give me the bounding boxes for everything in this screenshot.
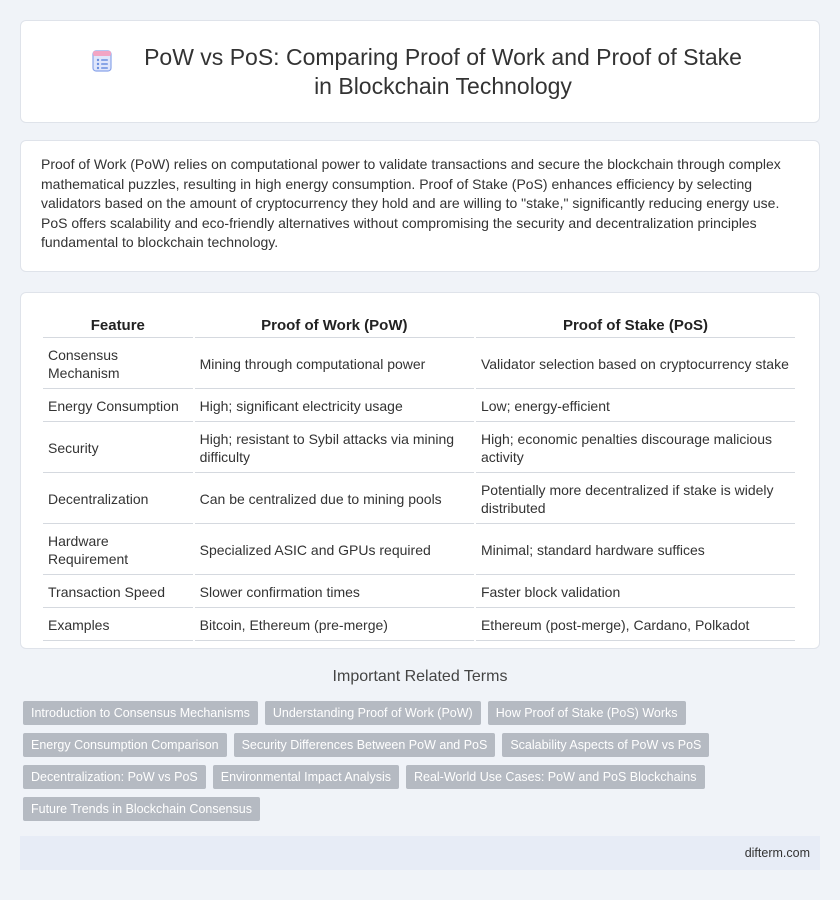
table-cell-feature: Transaction Speed <box>43 577 193 608</box>
table-cell-pow: Bitcoin, Ethereum (pre-merge) <box>195 610 474 641</box>
table-cell-pos: Validator selection based on cryptocurrency stake <box>476 340 795 389</box>
intro-card <box>20 140 820 272</box>
table-cell-pow: Slower confirmation times <box>195 577 474 608</box>
intro-text: Proof of Work (PoW) relies on computational power to validate transactions and secure the blockchain through complex mathematical puzzles, resulting in high energy consumption. Proof of Stake (PoS) enhances efficiency by selecting validators based on the amount of cryptocurrency they hold and are willing to "stake," significantly reducing energy use. PoS offers scalability and eco-friendly alternatives without compromising the security and decentralization principles fundamental to blockchain technology. <box>41 156 781 251</box>
footer-site-link[interactable]: difterm.com <box>744 846 810 860</box>
table-cell-pos: High; economic penalties discourage malicious activity <box>476 424 795 473</box>
table-row <box>43 475 795 524</box>
related-term-tag[interactable]: Understanding Proof of Work (PoW) <box>265 701 481 725</box>
document-list-icon <box>90 49 114 73</box>
table-cell-pow: Mining through computational power <box>195 340 474 389</box>
table-row <box>43 340 795 389</box>
table-cell-pos: Faster block validation <box>476 577 795 608</box>
related-term-tag[interactable]: Decentralization: PoW vs PoS <box>23 765 206 789</box>
table-cell-feature: Examples <box>43 610 193 641</box>
header-card <box>20 20 820 123</box>
table-cell-pow: High; resistant to Sybil attacks via mining difficulty <box>195 424 474 473</box>
footer <box>20 836 820 870</box>
table-cell-feature: Hardware Requirement <box>43 526 193 575</box>
table-cell-pos: Low; energy-efficient <box>476 391 795 422</box>
related-term-tag[interactable]: Introduction to Consensus Mechanisms <box>23 701 258 725</box>
related-terms-heading: Important Related Terms <box>332 668 508 685</box>
table-row <box>43 526 795 575</box>
table-row <box>43 424 795 473</box>
table-row <box>43 577 795 608</box>
related-term-tag[interactable]: Energy Consumption Comparison <box>23 733 227 757</box>
related-terms-list <box>23 701 823 829</box>
related-term-tag[interactable]: Scalability Aspects of PoW vs PoS <box>502 733 709 757</box>
table-header-pos: Proof of Stake (PoS) <box>476 315 795 338</box>
table-header-pow: Proof of Work (PoW) <box>195 315 474 338</box>
comparison-table <box>41 313 797 643</box>
related-term-tag[interactable]: Real-World Use Cases: PoW and PoS Blockchains <box>406 765 705 789</box>
page-title: PoW vs PoS: Comparing Proof of Work and Proof of Stake in Blockchain Technology <box>144 43 742 99</box>
table-cell-pos: Potentially more decentralized if stake is widely distributed <box>476 475 795 524</box>
comparison-table-card <box>20 292 820 649</box>
table-header-feature: Feature <box>43 315 193 338</box>
table-header-row <box>43 315 795 338</box>
table-cell-pow: Specialized ASIC and GPUs required <box>195 526 474 575</box>
related-term-tag[interactable]: Environmental Impact Analysis <box>213 765 399 789</box>
related-term-tag[interactable]: Security Differences Between PoW and PoS <box>234 733 496 757</box>
table-cell-pos: Minimal; standard hardware suffices <box>476 526 795 575</box>
table-cell-pow: Can be centralized due to mining pools <box>195 475 474 524</box>
related-term-tag[interactable]: How Proof of Stake (PoS) Works <box>488 701 686 725</box>
table-cell-feature: Security <box>43 424 193 473</box>
related-term-tag[interactable]: Future Trends in Blockchain Consensus <box>23 797 260 821</box>
table-cell-feature: Decentralization <box>43 475 193 524</box>
table-cell-feature: Consensus Mechanism <box>43 340 193 389</box>
table-row <box>43 391 795 422</box>
table-cell-pos: Ethereum (post-merge), Cardano, Polkadot <box>476 610 795 641</box>
table-row <box>43 610 795 641</box>
table-cell-pow: High; significant electricity usage <box>195 391 474 422</box>
table-cell-feature: Energy Consumption <box>43 391 193 422</box>
